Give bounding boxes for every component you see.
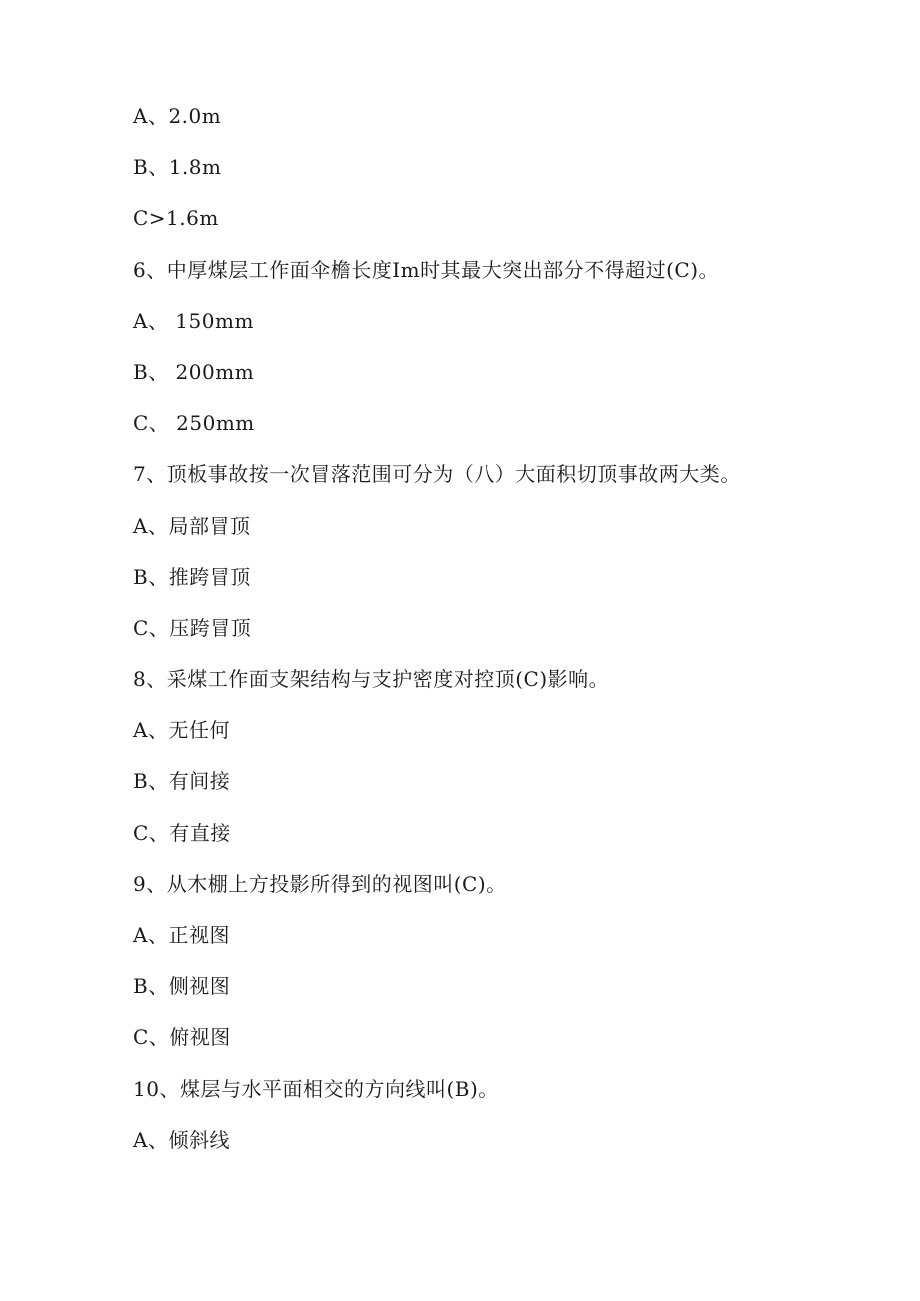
option-b-q5: B、1.8m — [133, 155, 222, 180]
option-c-q6: C、 250mm — [133, 411, 255, 436]
question-9: 9、从木棚上方投影所得到的视图叫(C)。 — [133, 871, 507, 896]
question-7: 7、顶板事故按一次冒落范围可分为（八）大面积切顶事故两大类。 — [133, 462, 741, 487]
question-6: 6、中厚煤层工作面伞檐长度Im时其最大突出部分不得超过(C)。 — [133, 257, 719, 282]
option-a-q10: A、倾斜线 — [133, 1127, 230, 1152]
option-c-q9: C、俯视图 — [133, 1025, 231, 1050]
option-a-q7: A、局部冒顶 — [133, 513, 251, 538]
question-list — [133, 100, 893, 1175]
option-b-q9: B、侧视图 — [133, 974, 231, 999]
option-a-q8: A、无任何 — [133, 718, 230, 743]
option-c-q8: C、有直接 — [133, 820, 231, 845]
option-a-q9: A、正视图 — [133, 923, 230, 947]
option-c-q5: C>1.6m — [133, 206, 219, 231]
option-c-q7: C、压跨冒顶 — [133, 615, 252, 640]
option-a-q6: A、 150mm — [133, 308, 254, 333]
question-10: 10、煤层与水平面相交的方向线叫(B)。 — [133, 1076, 499, 1101]
option-b-q8: B、有间接 — [133, 769, 231, 794]
option-b-q7: B、推跨冒顶 — [133, 564, 251, 589]
question-8: 8、采煤工作面支架结构与支护密度对控顶(C)影响。 — [133, 667, 610, 692]
option-b-q6: B、 200mm — [133, 359, 255, 384]
option-a-q5: A、2.0m — [133, 104, 222, 128]
